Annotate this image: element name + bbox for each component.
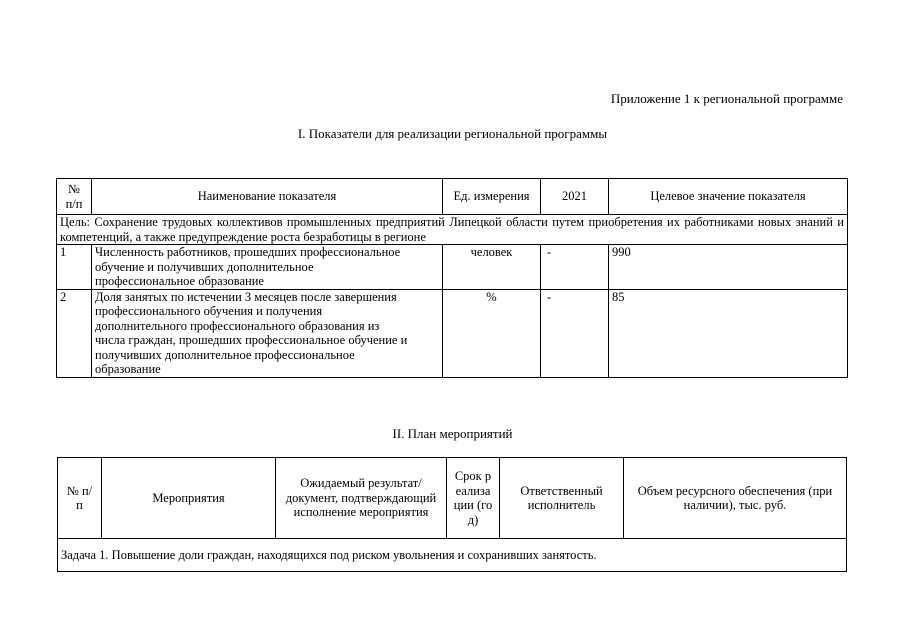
indicators-table	[56, 178, 848, 378]
row-num: 1	[57, 245, 92, 290]
plan-header-num: № п/п	[58, 458, 102, 539]
row-year: -	[541, 245, 609, 290]
plan-header-event: Мероприятия	[102, 458, 276, 539]
row-num: 2	[57, 289, 92, 377]
row-name: Доля занятых по истечении 3 месяцев после завершения профессионального обучения и получения дополнительного профессионального образования из числа граждан, прошедших профессиональное обучение и получивших дополнительное профессиональное образование	[92, 289, 443, 377]
task-row	[58, 539, 847, 572]
goal-row	[57, 215, 848, 245]
header-name: Наименование показателя	[92, 179, 443, 215]
plan-header-term: Срок реализации (год)	[447, 458, 500, 539]
table-row	[57, 289, 848, 377]
row-target: 85	[609, 289, 848, 377]
row-year: -	[541, 289, 609, 377]
row-unit: человек	[443, 245, 541, 290]
plan-header-result: Ожидаемый результат/документ, подтверждающий исполнение мероприятия	[276, 458, 447, 539]
table-row	[57, 245, 848, 290]
plan-section-title: II. План мероприятий	[392, 426, 513, 441]
row-target: 990	[609, 245, 848, 290]
header-unit: Ед. измерения	[443, 179, 541, 215]
header-target: Целевое значение показателя	[609, 179, 848, 215]
header-year: 2021	[541, 179, 609, 215]
plan-header-row	[58, 458, 847, 539]
row-name: Численность работников, прошедших профессиональное обучение и получивших дополнительное профессиональное образование	[92, 245, 443, 290]
appendix-caption: Приложение 1 к региональной программе	[610, 91, 843, 106]
header-num: № п/п	[57, 179, 92, 215]
plan-table	[57, 457, 847, 572]
goal-text: Цель: Сохранение трудовых коллективов промышленных предприятий Липецкой области путем приобретения их работниками новых знаний и компетенций, а также предупреждение роста безработицы в регионе	[57, 215, 848, 245]
plan-header-resources: Объем ресурсного обеспечения (при наличии), тыс. руб.	[624, 458, 847, 539]
indicators-section-title: I. Показатели для реализации региональной программы	[297, 126, 608, 141]
indicators-header-row	[57, 179, 848, 215]
plan-header-responsible: Ответственный исполнитель	[500, 458, 624, 539]
task-text: Задача 1. Повышение доли граждан, находящихся под риском увольнения и сохранивших занятость.	[58, 539, 847, 572]
row-unit: %	[443, 289, 541, 377]
